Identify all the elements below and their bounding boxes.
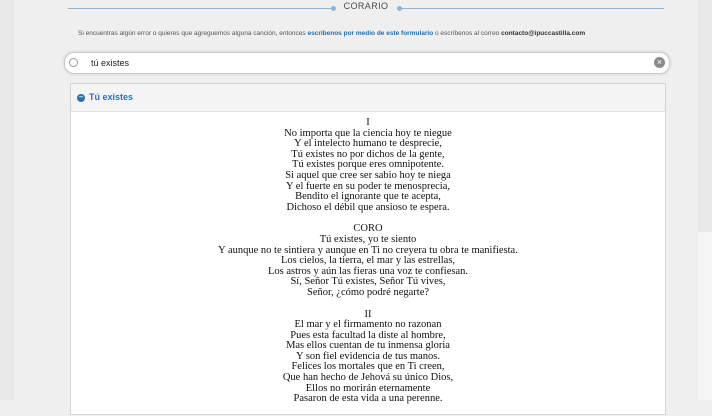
- search-icon: [69, 58, 78, 67]
- info-text-before: Si encuentras algún error o quieres que agreguemos alguna canción, entonces: [78, 30, 306, 37]
- results-panel: [70, 83, 666, 415]
- collapse-icon[interactable]: –: [77, 94, 85, 102]
- left-gutter: [0, 0, 14, 400]
- lyric-line: Ellos no morirán eternamente: [305, 382, 431, 394]
- lyric-line: El mar y el firmamento no razonan: [294, 319, 442, 331]
- result-header[interactable]: [71, 84, 665, 112]
- stanza: [71, 310, 665, 405]
- lyric-line: Señor, ¿cómo podré negarte?: [306, 286, 430, 298]
- header-rule-left: [68, 8, 334, 9]
- lyric-line: Y son fiel evidencia de tus manos.: [296, 350, 440, 362]
- lyric-line: Que han hecho de Jehová su único Dios,: [282, 372, 454, 384]
- stanza-title: II: [364, 308, 372, 320]
- search-input[interactable]: [91, 56, 631, 69]
- lyric-line: Y aunque no te sintiera y aunque en Ti no creyera tu obra te manifiesta.: [218, 244, 518, 256]
- lyric-line: Dichoso el débil que ansioso te espera.: [286, 201, 450, 213]
- info-message: [78, 30, 678, 37]
- header-rule-right: [398, 8, 664, 9]
- search-bar[interactable]: [64, 52, 670, 74]
- lyric-line: Los cielos, la tierra, el mar y las estrellas,: [280, 255, 456, 267]
- contact-email-link[interactable]: contacto@ipuccastilla.com: [501, 30, 586, 37]
- lyric-line: Tú existes porque eres omnipotente.: [292, 159, 444, 171]
- lyric-line: Pasaron de esta vida a una perenne.: [293, 393, 443, 405]
- lyric-line: Tú existes no por dichos de la gente,: [291, 148, 445, 160]
- lyric-line: Felices los mortales que en Ti creen,: [291, 361, 445, 373]
- lyric-line: Y el intelecto humano te desprecie,: [294, 138, 442, 150]
- lyric-line: Sí, Señor Tú existes, Señor Tú vives,: [290, 276, 446, 288]
- lyric-line: Los astros y aún las fieras una voz te confiesan.: [267, 265, 469, 277]
- contact-form-link[interactable]: escríbenos por medio de este formulario: [307, 30, 434, 37]
- stanza-title: I: [366, 117, 370, 128]
- lyrics-body: [71, 118, 665, 416]
- info-text-middle: o escríbenos al correo: [434, 30, 500, 37]
- lyric-line: No importa que la ciencia hoy te niegue: [284, 127, 452, 139]
- lyric-line: Si aquel que cree ser sabio hoy te niega: [285, 169, 451, 181]
- result-title[interactable]: Tú existes: [89, 92, 134, 102]
- lyric-line: Pues esta facultad la diste al hombre,: [290, 329, 446, 341]
- stanza: [71, 224, 665, 298]
- right-gutter-lower: [698, 232, 712, 400]
- lyric-line: Y el fuerte en su poder te menosprecia,: [285, 180, 451, 192]
- page-title: CORARIO: [343, 1, 389, 11]
- lyric-line: Bendito el ignorante que te acepta,: [295, 191, 441, 203]
- stanza: [71, 118, 665, 213]
- stanza-title: CORO: [353, 223, 383, 235]
- clear-icon[interactable]: ×: [654, 57, 665, 68]
- lyric-line: Mas ellos cuentan de tu inmensa gloria: [286, 340, 450, 352]
- lyric-line: Tú existes, yo te siento: [319, 233, 417, 245]
